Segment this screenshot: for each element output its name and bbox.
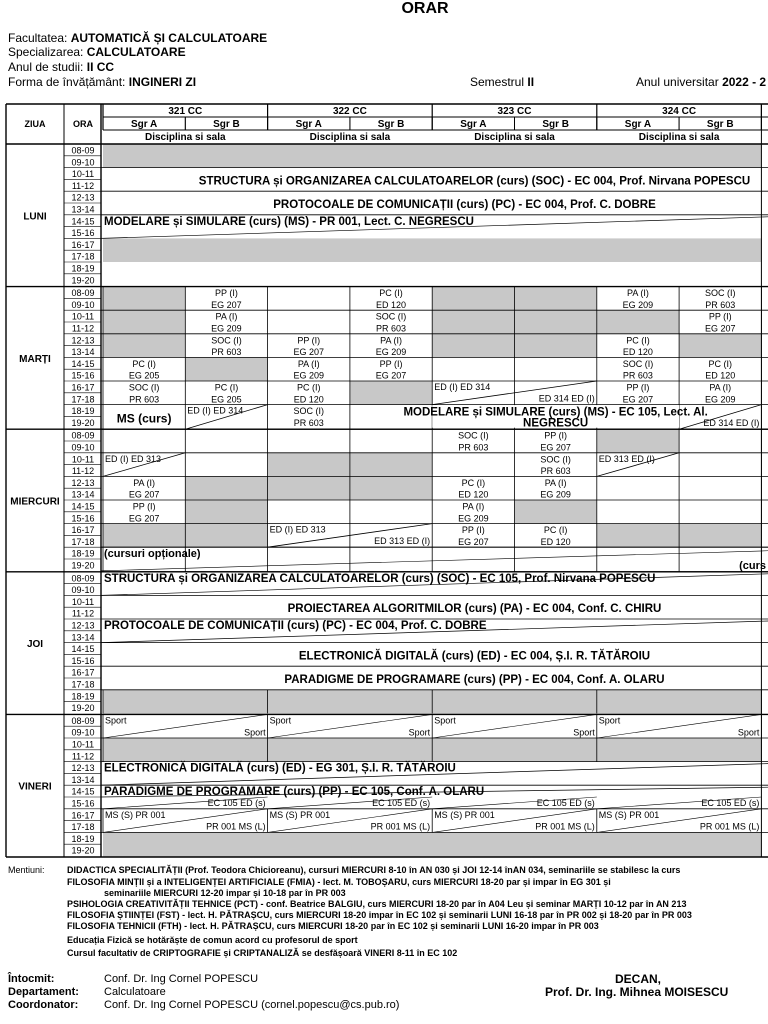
discipline-header: Disciplina si sala [309, 132, 391, 143]
day-label: MARȚI [19, 353, 51, 365]
course-code: PP (I) [461, 525, 485, 536]
hour-label: 10-11 [71, 739, 95, 750]
room-code: EG 207 [458, 536, 489, 547]
course-code: SOC (I) [128, 382, 160, 393]
split-top-text: ED (I) ED 314 [434, 382, 491, 392]
hour-label: 16-17 [71, 239, 95, 250]
gray-block [597, 429, 679, 453]
optional-courses-label: (cursuri opționale) [104, 548, 201, 561]
hour-label: 18-19 [71, 263, 95, 274]
room-code: ED 120 [376, 299, 407, 310]
study-year-value: II CC [86, 60, 115, 74]
note-line: FILOSOFIA MINȚII și a INTELIGENȚEI ARTIFICIALE (FMIA) - lect. M. TOBOȘARU, curs MIERCURI 18-20 par și impar în EG 301 și [67, 877, 611, 887]
hour-label: 13-14 [71, 489, 95, 500]
subgroup-header: Sgr A [460, 119, 487, 130]
split-top-text: ED (I) ED 313 [105, 453, 162, 464]
gray-block [103, 144, 761, 168]
ms-lab-label: PR 001 MS (L) [206, 821, 266, 832]
gray-block [597, 310, 679, 334]
split-diagonal [597, 714, 762, 738]
sport-label: Sport [105, 715, 127, 726]
note-line: PSIHOLOGIA CREATIVITĂȚII TEHNICE (PCT) - conf. Beatrice BALGIU, curs MIERCURI 18-20 par în A04 Leu și seminar MARȚI 10-12 par în AN 213 [67, 899, 687, 909]
gray-block [103, 832, 761, 857]
course-banner: PARADIGME DE PROGRAMARE (curs) (PP) - EC 105, Conf. A. OLARU [104, 786, 485, 799]
course-code: PA (I) [462, 501, 485, 512]
day-label: LUNI [23, 211, 47, 223]
room-code: EG 209 [540, 489, 571, 500]
ms-lab-label: MS (S) PR 001 [434, 809, 495, 820]
course-code: PA (I) [133, 477, 156, 488]
hour-label: 16-17 [71, 810, 95, 821]
discipline-header: Disciplina si sala [144, 132, 226, 143]
hour-label: 09-10 [71, 727, 95, 738]
made-by-value: Conf. Dr. Ing Cornel POPESCU [104, 973, 259, 985]
optional-courses-label: (curs [739, 560, 766, 573]
hour-label: 19-20 [71, 703, 95, 714]
ed-lab-label: EC 105 ED (s) [207, 798, 266, 808]
subgroup-header: Sgr A [295, 119, 322, 130]
gray-block [185, 500, 267, 524]
room-code: EG 209 [211, 323, 242, 334]
course-code: PC (I) [297, 382, 321, 393]
hour-label: 14-15 [71, 501, 95, 512]
room-code: PR 603 [129, 394, 160, 405]
course-banner: PROIECTAREA ALGORITMILOR (curs) (PA) - EC 004, Conf. C. CHIRU [287, 603, 662, 616]
hour-label: 14-15 [71, 216, 95, 227]
room-code: EG 209 [458, 513, 489, 524]
made-by-label: Întocmit: [8, 973, 55, 985]
note-line: seminariile MIERCURI 12-20 impar și 10-18 par în PR 003 [104, 888, 346, 898]
hour-label: 12-13 [71, 335, 95, 346]
hour-label: 09-10 [71, 299, 95, 310]
discipline-header: Disciplina si sala [474, 132, 555, 143]
room-code: ED 120 [293, 394, 324, 405]
department-label: Departament: [8, 986, 79, 998]
hour-label: 15-16 [71, 370, 95, 381]
room-code: ED 120 [458, 489, 489, 500]
hour-label: 18-19 [71, 548, 95, 559]
note-line: DIDACTICA SPECIALITĂȚII (Prof. Teodora Chicioreanu), cursuri MIERCURI 8-10 în AN 030 și JOI 12-14 înAN 034, seminariile se stabilesc la curs [67, 865, 681, 875]
room-code: EG 205 [211, 394, 242, 405]
group-header: 322 CC [332, 106, 367, 117]
room-code: EG 209 [375, 347, 407, 358]
gray-block [103, 238, 761, 262]
course-code: PP (I) [132, 501, 156, 512]
ms-lab-label: PR 001 MS (L) [370, 821, 431, 832]
hour-label: 08-09 [71, 573, 95, 584]
split-diagonal [268, 714, 433, 738]
coordinator-value: Conf. Dr. Ing Cornel POPESCU (cornel.popescu@cs.pub.ro) [104, 999, 400, 1011]
gray-block [515, 500, 597, 524]
group-header: 323 CC [497, 106, 532, 117]
hour-label: 11-12 [71, 466, 95, 477]
note-line: Educația Fizică se hotărăște de comun acord cu profesorul de sport [67, 935, 358, 945]
academic-year-value: 2022 - 2 [722, 75, 767, 89]
semester-line: Semestrul II [470, 75, 535, 89]
course-banner: MODELARE și SIMULARE (curs) (MS) - PR 001, Lect. C. NEGRESCU [104, 215, 474, 228]
sport-label: Sport [434, 715, 456, 726]
subgroup-header: Sgr B [542, 119, 569, 130]
hour-label: 18-19 [71, 406, 95, 417]
hour-label: 11-12 [71, 180, 95, 191]
ed-lab-label: EC 105 ED (s) [536, 798, 595, 808]
hour-label: 15-16 [71, 228, 95, 239]
hour-label: 17-18 [71, 679, 95, 690]
note-line: Cursul facultativ de CRIPTOGRAFIE și CRIPTANALIZĂ se desfășoară VINERI 8-11 în EC 102 [67, 948, 458, 958]
course-code: SOC (I) [211, 335, 242, 346]
hour-label: 14-15 [71, 358, 95, 369]
hour-label: 12-13 [71, 477, 95, 488]
hour-label: 19-20 [71, 560, 95, 571]
ms-lab-label: PR 001 MS (L) [535, 821, 595, 832]
course-code: PA (I) [709, 382, 732, 393]
sport-label: Sport [737, 727, 760, 738]
dean-name: Prof. Dr. Ing. Mihnea MOISESCU [545, 985, 729, 999]
room-code: PR 603 [376, 323, 407, 334]
hour-label: 19-20 [71, 845, 95, 856]
course-code: PP (I) [626, 382, 650, 393]
hour-label: 12-13 [71, 192, 95, 203]
coordinator-label: Coordonator: [8, 999, 79, 1011]
course-code: PP (I) [544, 430, 568, 441]
sport-label: Sport [244, 727, 266, 738]
specialization-line: Specializarea: CALCULATOARE [8, 45, 186, 59]
ms-course-label: MS (curs) [116, 411, 172, 426]
hour-label: 17-18 [71, 394, 95, 405]
room-code: EG 207 [128, 513, 160, 524]
sport-label: Sport [598, 715, 621, 726]
course-code: PC (I) [214, 382, 239, 393]
hour-label: 12-13 [71, 763, 95, 774]
split-bottom-text: ED 313 ED (I) [374, 536, 431, 547]
faculty-line: Facultatea: AUTOMATICĂ ȘI CALCULATOARE [8, 31, 268, 45]
course-code: PP (I) [215, 288, 238, 299]
hour-label: 15-16 [71, 655, 95, 666]
sport-label: Sport [408, 727, 431, 738]
split-top-text: ED 313 ED (I) [598, 453, 655, 464]
split-bottom-text: ED 314 ED (I) [538, 393, 595, 404]
study-form-line: Forma de învățământ: INGINERI ZI [8, 75, 197, 89]
sport-label: Sport [269, 715, 292, 726]
room-code: EG 207 [540, 442, 571, 453]
subgroup-header: Sgr B [706, 119, 734, 130]
course-code: PC (I) [708, 358, 732, 369]
hour-label: 19-20 [71, 275, 95, 286]
room-code: ED 120 [622, 347, 653, 358]
semester-value: II [527, 75, 535, 89]
hour-label: 11-12 [71, 751, 95, 762]
hour-label: 17-18 [71, 822, 95, 833]
hour-label: 14-15 [71, 644, 95, 655]
room-code: EG 207 [375, 370, 407, 381]
room-code: EG 209 [293, 370, 325, 381]
room-code: EG 207 [704, 323, 736, 334]
hour-label: 15-16 [71, 513, 95, 524]
faculty-value: AUTOMATICĂ ȘI CALCULATOARE [70, 31, 268, 45]
hour-label: 08-09 [71, 715, 95, 726]
ms-lab-label: MS (S) PR 001 [269, 809, 331, 820]
split-bottom-text: ED 314 ED (I) [703, 418, 760, 429]
ms-lab-label: MS (S) PR 001 [598, 809, 660, 820]
discipline-header: Disciplina si sala [638, 132, 720, 143]
gray-block [185, 357, 267, 381]
hour-column-header: ORA [73, 119, 93, 129]
hour-label: 13-14 [71, 347, 95, 358]
room-code: ED 120 [540, 536, 571, 547]
split-diagonal [103, 714, 268, 738]
course-code: PA (I) [627, 288, 649, 299]
hour-label: 12-13 [71, 620, 95, 631]
hour-label: 13-14 [71, 632, 95, 643]
course-code: PC (I) [461, 477, 486, 488]
day-label: VINERI [18, 781, 52, 793]
course-banner: ELECTRONICĂ DIGITALĂ (curs) (ED) - EG 301, Ș.I. R. TĂTĂROIU [104, 762, 456, 775]
gray-block [103, 310, 185, 334]
room-code: PR 603 [458, 442, 489, 453]
hour-label: 11-12 [71, 608, 95, 619]
course-code: PC (I) [626, 335, 650, 346]
room-code: PR 603 [211, 347, 242, 358]
room-code: PR 603 [705, 299, 736, 310]
subgroup-header: Sgr B [377, 119, 405, 130]
course-code: SOC (I) [458, 430, 489, 441]
hour-label: 10-11 [71, 311, 95, 322]
course-code: PP (I) [379, 358, 403, 369]
course-code: SOC (I) [705, 288, 736, 299]
hour-label: 10-11 [71, 596, 95, 607]
gray-block [185, 476, 267, 500]
hour-label: 08-09 [71, 145, 95, 156]
room-code: EG 207 [293, 347, 325, 358]
ms-lab-label: PR 001 MS (L) [699, 821, 760, 832]
subgroup-header: Sgr A [130, 119, 158, 130]
hour-label: 18-19 [71, 833, 95, 844]
course-code: SOC (I) [622, 358, 654, 369]
ed-lab-label: EC 105 ED (s) [701, 798, 760, 808]
hour-label: 15-16 [71, 798, 95, 809]
ms-banner-line: MODELARE și SIMULARE (curs) (MS) - EC 105, Lect. Al. [403, 406, 708, 419]
course-code: SOC (I) [540, 454, 571, 465]
course-code: PP (I) [708, 311, 732, 322]
course-code: PC (I) [132, 358, 156, 369]
split-diagonal [101, 551, 768, 571]
ms-banner-line: NEGRESCU [523, 417, 589, 430]
ed-lab-label: EC 105 ED (s) [372, 798, 431, 808]
study-form-value: INGINERI ZI [128, 75, 197, 89]
subgroup-header: Sgr A [624, 119, 652, 130]
hour-label: 09-10 [71, 442, 95, 453]
room-code: PR 603 [293, 417, 324, 428]
specialization-value: CALCULATOARE [86, 45, 186, 59]
split-top-text: ED (I) ED 314 [187, 405, 244, 416]
subgroup-header: Sgr B [213, 119, 240, 130]
hour-label: 10-11 [71, 169, 95, 180]
room-code: PR 603 [622, 370, 653, 381]
course-code: SOC (I) [293, 406, 324, 417]
room-code: ED 120 [705, 370, 736, 381]
hour-label: 09-10 [71, 157, 95, 168]
sport-label: Sport [573, 727, 595, 738]
department-value: Calculatoare [104, 986, 166, 998]
course-code: PP (I) [297, 335, 321, 346]
ms-lab-label: MS (S) PR 001 [105, 809, 166, 820]
course-banner: ELECTRONICĂ DIGITALĂ (curs) (ED) - EC 004, Ș.I. R. TĂTĂROIU [298, 650, 651, 663]
notes-label: Mentiuni: [8, 865, 45, 875]
study-year-line: Anul de studii: II CC [8, 60, 115, 74]
course-banner: PROTOCOALE DE COMUNICAȚII (curs) (PC) - EC 004, Prof. C. DOBRE [273, 199, 656, 211]
split-top-text: ED (I) ED 313 [269, 524, 326, 535]
room-code: PR 603 [540, 466, 571, 477]
course-code: PC (I) [379, 288, 403, 299]
gray-block [679, 334, 761, 358]
note-line: FILOSOFIA ȘTIINȚEI (FST) - lect. H. PĂTRAȘCU, curs MIERCURI 18-20 impar în EC 102 și seminarii LUNI 16-18 par în PR 002 și 18-20 par în PR 003 [67, 910, 692, 920]
hour-label: 18-19 [71, 691, 95, 702]
room-code: EG 207 [128, 489, 160, 500]
hour-label: 17-18 [71, 536, 95, 547]
day-label: MIERCURI [10, 496, 60, 508]
room-code: EG 209 [704, 394, 736, 405]
course-banner: PROTOCOALE DE COMUNICAȚII (curs) (PC) - EC 004, Prof. C. DOBRE [104, 620, 487, 632]
room-code: EG 205 [128, 370, 160, 381]
course-banner: PARADIGME DE PROGRAMARE (curs) (PP) - EC 004, Conf. A. OLARU [284, 674, 665, 686]
room-code: EG 207 [622, 394, 654, 405]
course-code: PA (I) [544, 477, 567, 488]
hour-label: 17-18 [71, 251, 95, 262]
hour-label: 08-09 [71, 288, 95, 299]
hour-label: 13-14 [71, 204, 95, 215]
group-header: 324 CC [662, 106, 697, 117]
hour-label: 16-17 [71, 525, 95, 536]
course-code: PA (I) [215, 311, 238, 322]
note-line: FILOSOFIA TEHNICII (FTH) - lect. H. PĂTRAȘCU, curs MIERCURI 18-20 par în EC 102 și seminarii LUNI 16-20 impar în PR 003 [67, 921, 599, 931]
course-banner: STRUCTURA și ORGANIZAREA CALCULATOARELOR (curs) (SOC) - EC 105, Prof. Nirvana POPESCU [104, 572, 656, 585]
hour-label: 16-17 [71, 382, 95, 393]
hour-label: 19-20 [71, 417, 95, 428]
hour-label: 10-11 [71, 454, 95, 465]
room-code: EG 209 [622, 299, 654, 310]
group-header: 321 CC [168, 106, 203, 117]
hour-label: 09-10 [71, 585, 95, 596]
course-banner: STRUCTURA și ORGANIZAREA CALCULATOARELOR (curs) (SOC) - EC 004, Prof. Nirvana POPESCU [198, 175, 751, 188]
course-code: SOC (I) [375, 311, 407, 322]
hour-label: 08-09 [71, 430, 95, 441]
room-code: EG 207 [211, 299, 242, 310]
hour-label: 11-12 [71, 323, 95, 334]
hour-label: 13-14 [71, 774, 95, 785]
dean-title: DECAN, [615, 972, 662, 986]
course-code: PA (I) [297, 358, 320, 369]
gray-block [350, 381, 432, 405]
hour-label: 16-17 [71, 667, 95, 678]
page-title: ORAR [401, 0, 449, 17]
academic-year-line: Anul universitar 2022 - 2 [636, 75, 767, 89]
gray-block [103, 334, 185, 358]
course-code: PC (I) [543, 525, 568, 536]
hour-label: 14-15 [71, 786, 95, 797]
day-column-header: ZIUA [24, 119, 46, 129]
day-label: JOI [26, 639, 44, 651]
course-code: PA (I) [380, 335, 402, 346]
split-diagonal [432, 714, 597, 738]
